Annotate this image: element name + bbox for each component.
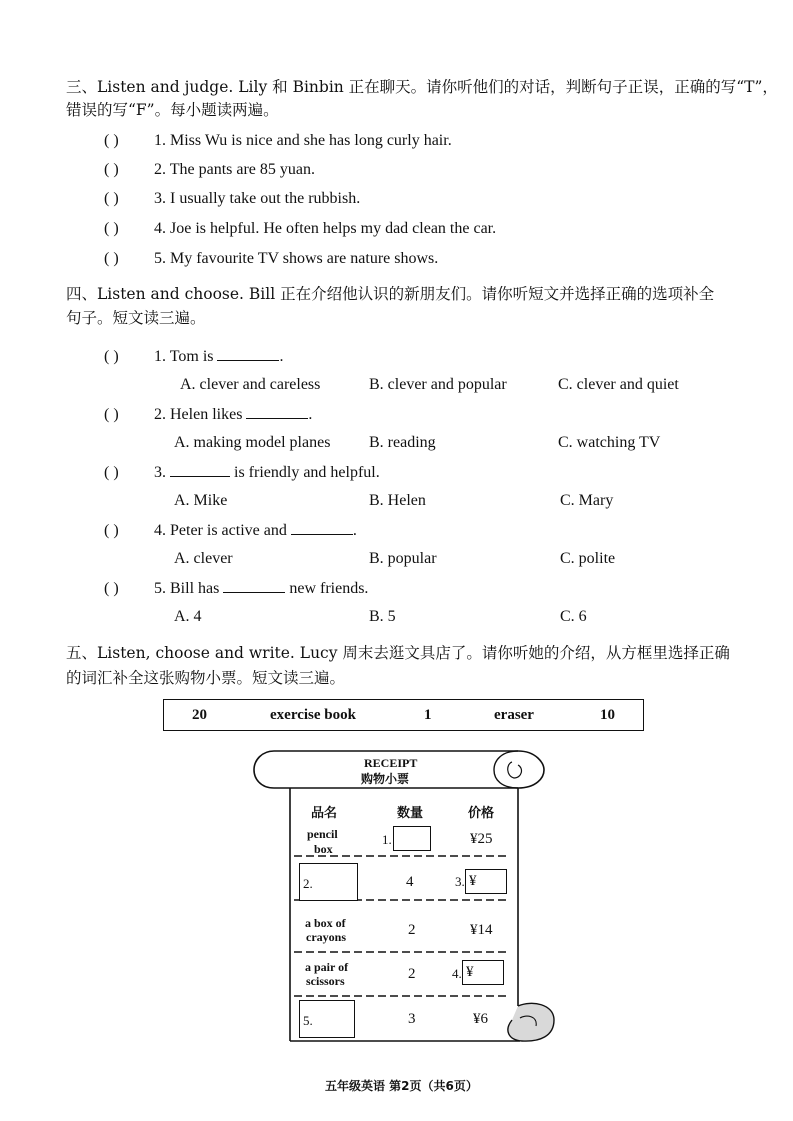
answer-paren[interactable]: ( ) <box>104 580 119 597</box>
receipt-qty: 3 <box>408 1011 416 1027</box>
section4-heading-cont: 句子。短文读三遍。 <box>66 309 206 327</box>
answer-paren[interactable]: ( ) <box>104 132 119 149</box>
blank-label: 4. <box>452 966 462 981</box>
answer-paren[interactable]: ( ) <box>104 161 119 178</box>
s3-item-4 <box>104 220 496 238</box>
yuan-symbol: ¥ <box>466 964 474 980</box>
option-c[interactable]: C. polite <box>560 550 616 567</box>
statement: 4. Joe is helpful. He often helps my dad clean the car. <box>154 220 497 237</box>
statement: 3. I usually take out the rubbish. <box>154 190 361 207</box>
receipt-qty: 2 <box>408 966 416 982</box>
blank-label: 2. <box>303 876 313 891</box>
word-bank-item[interactable]: 10 <box>600 707 615 723</box>
word-bank-box <box>163 699 644 731</box>
receipt-price: ¥6 <box>473 1011 488 1027</box>
fill-blank[interactable] <box>170 462 230 477</box>
answer-paren[interactable]: ( ) <box>104 348 119 365</box>
receipt-header-price: 价格 <box>468 806 495 821</box>
question-text: 2. Helen likes <box>154 406 247 423</box>
receipt-item-name: a box of <box>305 916 346 930</box>
s4-question-3 <box>104 462 380 482</box>
word-bank-item[interactable]: eraser <box>494 707 534 723</box>
s4-question-2 <box>104 404 312 424</box>
question-text-end: . <box>352 522 357 539</box>
answer-box-1[interactable] <box>393 826 431 851</box>
receipt-qty: 2 <box>408 922 416 938</box>
fill-blank[interactable] <box>223 578 285 593</box>
s3-item-2 <box>104 161 315 179</box>
section3-heading: 三、Listen and judge. Lily 和 Binbin 正在聊天。请你听他们的对话，判断句子正误，正确的写“T”， <box>66 78 778 96</box>
receipt-item-name: box <box>314 842 333 856</box>
answer-paren[interactable]: ( ) <box>104 190 119 207</box>
option-c[interactable]: C. watching TV <box>558 434 661 451</box>
s3-item-5 <box>104 250 438 268</box>
option-a[interactable]: A. Mike <box>174 492 228 509</box>
question-text-end: . <box>308 406 313 423</box>
page-footer: 五年级英语 第2页（共6页） <box>325 1079 478 1093</box>
answer-paren[interactable]: ( ) <box>104 522 119 539</box>
receipt-header-qty: 数量 <box>397 806 424 821</box>
answer-paren[interactable]: ( ) <box>104 406 119 423</box>
option-a[interactable]: A. clever and careless <box>180 376 321 393</box>
receipt-qty: 4 <box>406 874 414 890</box>
receipt-item-name: a pair of <box>305 960 349 974</box>
option-a[interactable]: A. clever <box>174 550 233 567</box>
word-bank-item[interactable]: 20 <box>192 707 207 723</box>
option-b[interactable]: B. Helen <box>369 492 426 509</box>
question-text: 4. Peter is active and <box>154 522 291 539</box>
receipt-item-name: crayons <box>306 930 346 944</box>
word-bank-item[interactable]: exercise book <box>270 707 356 723</box>
yuan-symbol: ¥ <box>469 873 477 889</box>
receipt-title-cn: 购物小票 <box>361 772 410 786</box>
section5-heading: 五、Listen, choose and write. Lucy 周末去逛文具店了。请你听她的介绍，从方框里选择正确 <box>66 644 730 662</box>
statement: 2. The pants are 85 yuan. <box>154 161 315 178</box>
option-c[interactable]: C. Mary <box>560 492 614 509</box>
receipt-price: ¥25 <box>470 831 493 847</box>
blank-label: 1. <box>382 832 392 847</box>
answer-paren[interactable]: ( ) <box>104 220 119 237</box>
question-text: 1. Tom is <box>154 348 218 365</box>
section5-heading-cont: 的词汇补全这张购物小票。短文读三遍。 <box>66 669 346 687</box>
question-text: 3. <box>154 464 170 481</box>
word-bank-item[interactable]: 1 <box>424 707 432 723</box>
question-text-end: new friends. <box>285 580 369 597</box>
receipt-scroll-graphic <box>250 748 562 1046</box>
receipt-price: ¥14 <box>470 922 493 938</box>
fill-blank[interactable] <box>246 404 308 419</box>
receipt-header-item: 品名 <box>311 806 338 821</box>
option-a[interactable]: A. making model planes <box>174 434 331 451</box>
s4-question-4 <box>104 520 357 540</box>
statement: 1. Miss Wu is nice and she has long curly hair. <box>154 132 452 149</box>
answer-paren[interactable]: ( ) <box>104 250 119 267</box>
receipt-item-name: pencil <box>307 827 338 841</box>
option-a[interactable]: A. 4 <box>174 608 202 625</box>
section4-heading: 四、Listen and choose. Bill 正在介绍他认识的新朋友们。请你听短文并选择正确的选项补全 <box>66 285 715 303</box>
s3-item-1 <box>104 132 452 150</box>
s4-question-1 <box>104 346 283 366</box>
fill-blank[interactable] <box>217 346 279 361</box>
question-text: 5. Bill has <box>154 580 224 597</box>
blank-label: 5. <box>303 1013 313 1028</box>
blank-label: 3. <box>455 874 465 889</box>
option-b[interactable]: B. 5 <box>369 608 396 625</box>
question-text-end: is friendly and helpful. <box>230 464 380 481</box>
question-text-end: . <box>279 348 284 365</box>
receipt-title-en: RECEIPT <box>364 756 418 770</box>
statement: 5. My favourite TV shows are nature shows. <box>154 250 439 267</box>
option-b[interactable]: B. popular <box>369 550 437 567</box>
s3-item-3 <box>104 190 360 208</box>
fill-blank[interactable] <box>291 520 353 535</box>
option-b[interactable]: B. clever and popular <box>369 376 507 393</box>
receipt-item-name: scissors <box>306 974 345 988</box>
option-b[interactable]: B. reading <box>369 434 436 451</box>
option-c[interactable]: C. clever and quiet <box>558 376 679 393</box>
s4-question-5 <box>104 578 368 598</box>
section3-heading-cont: 错误的写“F”。每小题读两遍。 <box>66 101 279 119</box>
option-c[interactable]: C. 6 <box>560 608 587 625</box>
answer-paren[interactable]: ( ) <box>104 464 119 481</box>
